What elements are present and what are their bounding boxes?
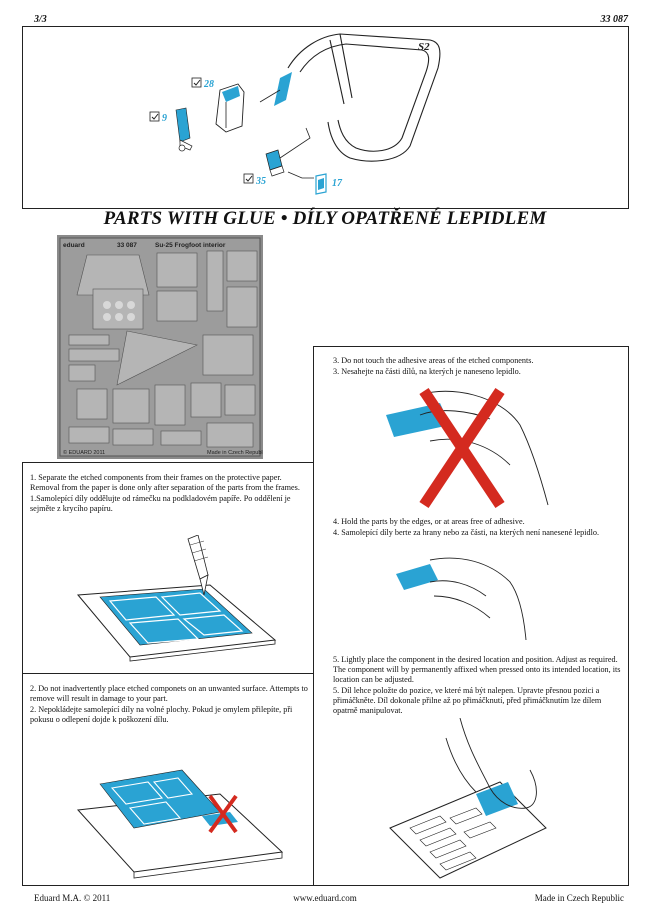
step-4-illustration: [390, 552, 530, 642]
checkbox-35-icon: [244, 174, 253, 183]
part-9-label: 9: [162, 113, 167, 124]
fret-copyright: © EDUARD 2011: [63, 450, 106, 456]
large-cross-icon: [424, 391, 500, 505]
step-5-cz: 5. Díl lehce položte do pozice, ve které má být nalepen. Upravte přesnou pozici a přimáčkněte. Díl dokonale přilne až po přimáčknutí, před přimáčknutím lze dílem opatrně manipulovat.: [333, 686, 602, 715]
header-rule: [22, 26, 628, 27]
step-4-cz: 4. Samolepící díly berte za hrany nebo za části, na kterých není nanesené lepidlo.: [333, 528, 599, 537]
panel-left-mid: [22, 673, 314, 674]
step-4: [333, 517, 623, 539]
step-2-en: 2. Do not inadvertently place etched componets on an unwanted surface. Attempts to remove will result in damage to your part.: [30, 684, 308, 703]
step-5-illustration: [380, 718, 550, 883]
part-17-drawing: [316, 174, 326, 194]
step-4-en: 4. Hold the parts by the edges, or at areas free of adhesive.: [333, 517, 525, 526]
panel-divider: [313, 346, 314, 886]
assembly-diagram: [140, 28, 460, 203]
step-2-illustration: [70, 740, 290, 880]
page-number: 3/3: [34, 14, 47, 25]
kit-code: 33 087: [600, 14, 628, 25]
part-28-label: 28: [204, 79, 214, 90]
fret-code: 33 087: [117, 242, 137, 249]
part-17-label: 17: [332, 178, 342, 189]
part-35-drawing: [266, 150, 284, 176]
checkbox-9-icon: [150, 112, 159, 121]
step-2: [30, 684, 310, 726]
step-1-illustration: [70, 535, 290, 665]
step-1: [30, 473, 310, 515]
canopy-panel-blue: [274, 72, 292, 106]
part-35-label: 35: [256, 176, 266, 187]
part-9-drawing: [176, 108, 192, 151]
step-1-en: 1. Separate the etched components from their frames on the protective paper. Removal from the paper is done only after separation of the parts from the frames.: [30, 473, 300, 492]
step-3-illustration: [380, 385, 550, 510]
fret-drawing: [57, 235, 263, 459]
step-5-en: 5. Lightly place the component in the desired location and position. Adjust as required. The component will by permanently affixed when pressed onto its intended location, its location can be adjusted.: [333, 655, 621, 684]
section-title: PARTS WITH GLUE • DÍLY OPATŘENÉ LEPIDLEM: [103, 208, 547, 229]
fret-brand: eduard: [63, 242, 85, 249]
step-3: [333, 356, 623, 378]
step-1-cz: 1.Samolepící díly oddělujte od rámečku na podkladovém papíře. Po oddělení je sejměte z krycího papíru.: [30, 494, 291, 513]
canopy-frame: [288, 34, 440, 161]
footer-copyright: Eduard M.A. © 2011: [34, 893, 111, 903]
footer-url[interactable]: www.eduard.com: [293, 893, 357, 903]
panel-left-edge: [22, 462, 23, 886]
fret-photo: [57, 235, 263, 459]
frame-left: [22, 26, 23, 209]
fret-name: Su-25 Frogfoot interior: [155, 242, 226, 249]
footer-origin: Made in Czech Republic: [534, 893, 624, 903]
frame-right: [628, 26, 629, 209]
footer-rule: [22, 885, 629, 886]
step-3-cz: 3. Nesahejte na části dílů, na kterých je naneseno lepidlo.: [333, 367, 521, 376]
step-3-en: 3. Do not touch the adhesive areas of the etched components.: [333, 356, 534, 365]
panel-right-edge: [628, 346, 629, 886]
step-5: [333, 655, 625, 717]
fret-origin: Made in Czech Republic: [207, 450, 263, 456]
leader-lines: [260, 90, 314, 178]
panel-left-top: [22, 462, 314, 463]
checkbox-28-icon: [192, 78, 201, 87]
panel-right-top: [313, 346, 629, 347]
part-s2-label: S2: [418, 41, 430, 53]
step-2-cz: 2. Nepokládejte samolepící díly na volné plochy. Pokud je omylem přilepíte, při pokusu o odlepení dojde k poškození dílu.: [30, 705, 293, 724]
part-28-drawing: [216, 84, 244, 132]
